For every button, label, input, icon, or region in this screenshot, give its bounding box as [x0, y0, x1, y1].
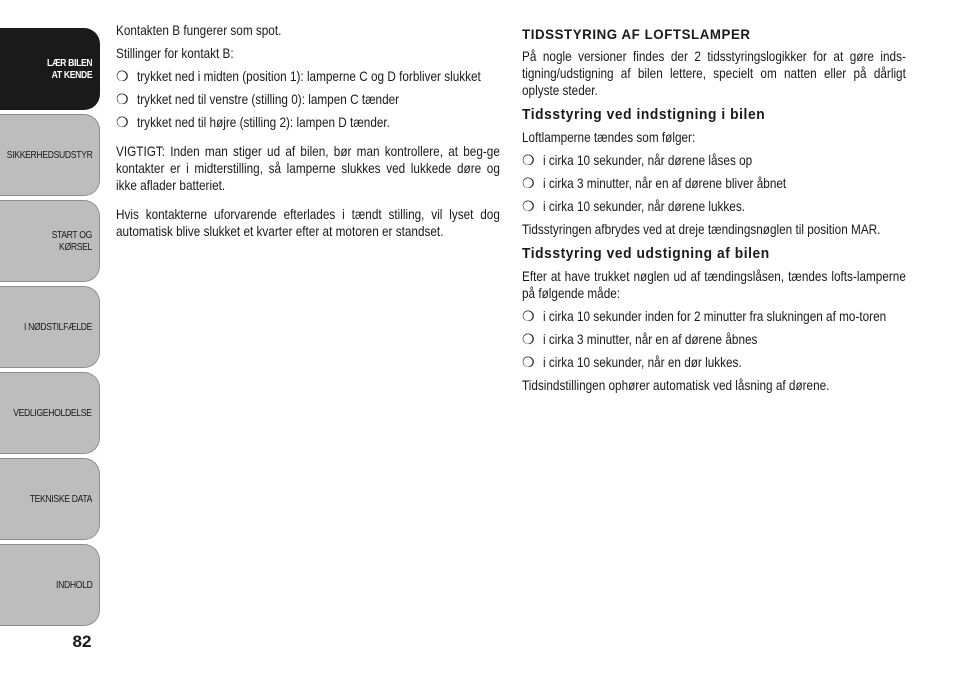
list-item-text: i cirka 10 sekunder inden for 2 minutter fra slukningen af mo-toren [543, 308, 887, 324]
tab-vedligeholdelse[interactable] [0, 372, 100, 454]
subsection-heading: Tidsstyring ved indstigning i bilen [522, 107, 766, 123]
list-item [522, 331, 906, 348]
section-heading: TIDSSTYRING AF LOFTSLAMPER [522, 26, 751, 42]
tab-laer-bilen-at-kende[interactable] [0, 28, 100, 110]
paragraph: På nogle versioner findes der 2 tidsstyringslogikker for at gøre inds-tigning/udstigning af bilen lettere, specielt om natten eller på dårligt oplyste steder. [522, 48, 906, 98]
paragraph: Kontakten B fungerer som spot. [116, 22, 282, 38]
list-item [116, 91, 500, 108]
tab-label: I NØDSTILFÆLDE [23, 321, 92, 333]
paragraph: Stillinger for kontakt B: [116, 45, 234, 61]
bullet-circle-icon: ❍ [116, 68, 129, 84]
right-column [522, 22, 906, 400]
bullet-circle-icon: ❍ [522, 308, 535, 324]
list-item-text: i cirka 10 sekunder, når dørene låses op [543, 152, 753, 168]
list-item-text: i cirka 10 sekunder, når dørene lukkes. [543, 198, 745, 214]
page-number: 82 [72, 632, 92, 651]
bullet-circle-icon: ❍ [522, 152, 535, 168]
list-item [522, 308, 906, 325]
tab-start-og-korsel[interactable] [0, 200, 100, 282]
bullet-circle-icon: ❍ [522, 175, 535, 191]
list-item-text: trykket ned i midten (position 1): lamperne C og D forbliver slukket [137, 68, 481, 84]
tab-label: INDHOLD [55, 579, 92, 591]
bullet-circle-icon: ❍ [522, 331, 535, 347]
list-item [116, 68, 500, 85]
warning-paragraph: VIGTIGT: Inden man stiger ud af bilen, bør man kontrollere, at beg-ge kontakter er i midterstilling, så lamperne slukkes ved lukkede døre og ikke aflader batteriet. [116, 143, 500, 193]
paragraph: Tidsindstillingen ophører automatisk ved låsning af dørene. [522, 377, 830, 393]
list-item-text: i cirka 10 sekunder, når en dør lukkes. [543, 354, 742, 370]
bullet-circle-icon: ❍ [116, 91, 129, 107]
tab-label: LÆR BILEN AT KENDE [46, 57, 92, 81]
bullet-circle-icon: ❍ [116, 114, 129, 130]
tab-indhold[interactable] [0, 544, 100, 626]
list-item-text: trykket ned til venstre (stilling 0): lampen C tænder [137, 91, 400, 107]
list-item-text: i cirka 3 minutter, når en af dørene åbnes [543, 331, 758, 347]
left-column [116, 22, 500, 246]
tab-sikkerhedsudstyr[interactable] [0, 114, 100, 196]
list-item [522, 198, 906, 215]
subsection-heading: Tidsstyring ved udstigning af bilen [522, 246, 770, 262]
list-item-text: trykket ned til højre (stilling 2): lampen D tænder. [137, 114, 390, 130]
tab-label: TEKNISKE DATA [29, 493, 92, 505]
bullet-circle-icon: ❍ [522, 354, 535, 370]
list-item [522, 175, 906, 192]
tab-i-nodstilfaelde[interactable] [0, 286, 100, 368]
tab-tekniske-data[interactable] [0, 458, 100, 540]
paragraph: Loftlamperne tændes som følger: [522, 129, 696, 145]
paragraph: Efter at have trukket nøglen ud af tændingslåsen, tændes lofts-lamperne på følgende måde: [522, 268, 906, 301]
list-item-text: i cirka 3 minutter, når en af dørene bliver åbnet [543, 175, 787, 191]
list-item [522, 152, 906, 169]
paragraph: Hvis kontakterne uforvarende efterlades i tændt stilling, vil lyset dog automatisk blive slukket et kvarter efter at motoren er standset. [116, 206, 500, 239]
tab-label: VEDLIGEHOLDELSE [13, 407, 92, 419]
tab-label: START OG KØRSEL [51, 229, 92, 253]
tab-label: SIKKERHEDSUDSTYR [6, 149, 92, 161]
bullet-circle-icon: ❍ [522, 198, 535, 214]
paragraph: Tidsstyringen afbrydes ved at dreje tændingsnøglen til position MAR. [522, 221, 881, 237]
list-item [116, 114, 500, 131]
list-item [522, 354, 906, 371]
